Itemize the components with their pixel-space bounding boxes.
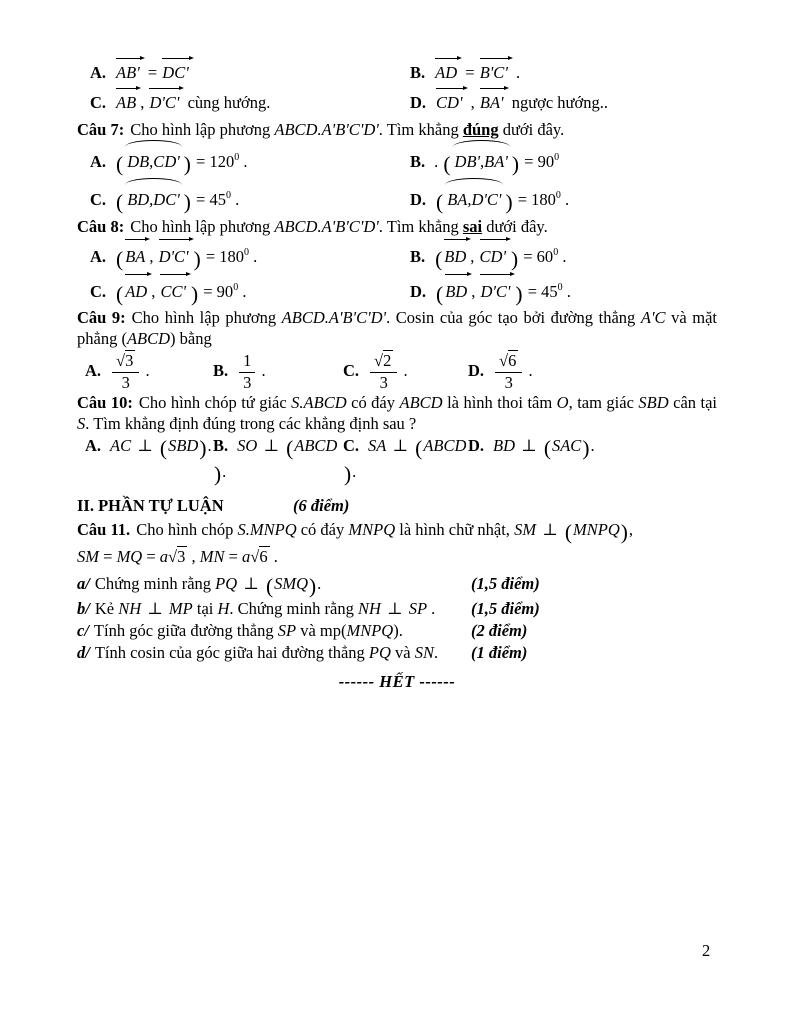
option-label: B.: [410, 247, 426, 266]
part-text: Tính góc giữa đường thẳng SP và mp(MNPQ).: [93, 620, 403, 640]
option-item: [77, 140, 397, 178]
part-b-row: [77, 598, 717, 620]
question-header: [77, 392, 717, 434]
question-text: Cho hình chóp tứ giác S.ABCD có đáy ABCD là hình thoi tâm O, tam giác SBD cân tại S. Tìm khẳng định đúng trong các khẳng định sau ?: [77, 393, 718, 434]
option-item: [343, 434, 468, 485]
option-formula: SA ⊥ (ABCD).: [344, 436, 467, 486]
option-label: C.: [90, 190, 107, 209]
exam-content: [77, 56, 717, 692]
option-item: [397, 86, 717, 116]
option-label: C.: [90, 282, 107, 301]
option-item: [468, 349, 717, 392]
question-text: Cho hình lập phương ABCD.A'B'C'D'. Tìm khẳng sai dưới đây.: [130, 217, 548, 236]
part-d-row: [77, 642, 717, 664]
question-number: Câu 11.: [77, 519, 131, 539]
question-text: Cho hình lập phương ABCD.A'B'C'D'. Tìm khẳng đúng dưới đây.: [130, 120, 565, 139]
option-item: [213, 434, 343, 485]
question-header: [77, 216, 717, 237]
option-label: A.: [85, 436, 102, 456]
part-text: Chứng minh rằng PQ ⊥ (SMQ).: [94, 574, 322, 599]
part-c-row: [77, 620, 717, 642]
option-item: [343, 349, 468, 392]
option-label: C.: [343, 436, 360, 456]
part-a-row: [77, 570, 717, 597]
part-points: (1 điểm): [471, 642, 528, 662]
option-formula: $\frac{√3}{3}$ .: [110, 361, 150, 380]
options-grid: [77, 140, 717, 216]
option-formula: AB , D'C' cùng hướng.: [115, 93, 270, 112]
question-7: [77, 119, 717, 216]
option-label: C.: [90, 93, 107, 112]
option-formula: ( BD , D'C' ) = $45^0$ .: [435, 282, 571, 301]
option-label: C.: [343, 361, 360, 380]
option-item: [397, 237, 717, 272]
option-item: [77, 272, 397, 307]
option-formula: ( BD,DC' ) = $45^0$ .: [115, 190, 239, 209]
question-11-intro: [77, 517, 717, 543]
question-text: Cho hình chóp S.MNPQ có đáy MNPQ là hình chữ nhật, SM ⊥ (MNPQ),: [136, 519, 633, 544]
option-item: [77, 434, 213, 485]
option-formula: CD' , BA' ngược hướng..: [435, 93, 608, 112]
question-number: Câu 9:: [77, 308, 126, 327]
part-text: Tính cosin của góc giữa hai đường thẳng PQ và SN.: [94, 642, 439, 662]
option-item: [77, 56, 397, 86]
option-item: [397, 178, 717, 216]
option-formula: BD ⊥ (SAC).: [493, 436, 595, 461]
part-points: (1,5 điểm): [471, 574, 540, 594]
option-label: D.: [410, 282, 427, 301]
option-item: [397, 272, 717, 307]
question-11-givens: SM = MQ = a√3 , MN = a√6 .: [77, 547, 278, 567]
option-formula: AB' = DC': [115, 63, 193, 82]
option-item: [77, 86, 397, 116]
option-formula: AD = B'C' .: [434, 63, 520, 82]
option-formula: $\frac{√6}{3}$ .: [493, 361, 533, 380]
option-item: [77, 237, 397, 272]
question-header: [77, 307, 717, 349]
option-formula: $\frac{1}{3}$ .: [237, 361, 266, 380]
option-formula: ( BA , D'C' ) = $180^0$ .: [115, 247, 257, 266]
section-points: (6 điểm): [293, 495, 350, 515]
option-item: [397, 140, 717, 178]
question-header: [77, 119, 717, 140]
options-grid: [77, 237, 717, 307]
part-text: Kẻ NH ⊥ MP tại H. Chứng minh rằng NH ⊥ SP .: [94, 598, 436, 618]
end-marker: ------ HẾT ------: [338, 671, 456, 691]
part-label: a/: [77, 574, 90, 594]
option-label: D.: [410, 93, 427, 112]
part-label: d/: [77, 642, 90, 662]
question-text: Cho hình lập phương ABCD.A'B'C'D'. Cosin của góc tạo bởi đường thẳng A'C và mặt phẳng (ABCD) bằng: [77, 308, 717, 348]
option-formula: ( BA,D'C' ) = $180^0$ .: [435, 190, 569, 209]
option-label: D.: [410, 190, 427, 209]
option-label: A.: [90, 152, 107, 171]
option-label: A.: [90, 63, 107, 82]
option-label: B.: [410, 63, 426, 82]
options-grid: [77, 349, 717, 392]
section-title: II. PHẦN TỰ LUẬN: [77, 495, 224, 515]
option-item: [397, 56, 717, 86]
part-points: (2 điểm): [471, 620, 528, 640]
part-label: b/: [77, 598, 90, 618]
page-number: 2: [702, 941, 711, 960]
option-item: [77, 349, 213, 392]
option-formula: . ( DB',BA' ) = $90^0$: [434, 152, 559, 171]
option-label: D.: [468, 436, 485, 456]
part-label: c/: [77, 620, 89, 640]
question-10: [77, 392, 717, 485]
question-number: Câu 10:: [77, 393, 133, 413]
option-label: B.: [213, 361, 229, 380]
option-item: [468, 434, 717, 485]
part-points: (1,5 điểm): [471, 598, 540, 618]
option-item: [213, 349, 343, 392]
question-8: [77, 216, 717, 307]
section-ii-heading: [77, 495, 717, 517]
question-number: Câu 8:: [77, 217, 125, 236]
option-formula: ( BD , CD' ) = $60^0$ .: [434, 247, 566, 266]
option-formula: $\frac{√2}{3}$ .: [368, 361, 408, 380]
option-label: B.: [213, 436, 229, 456]
question-number: Câu 7:: [77, 120, 125, 139]
option-label: B.: [410, 152, 426, 171]
option-label: D.: [468, 361, 485, 380]
options-grid: [77, 434, 717, 485]
option-formula: ( DB,CD' ) = $120^0$ .: [115, 152, 247, 171]
option-label: A.: [90, 247, 107, 266]
question-9: [77, 307, 717, 392]
option-item: [77, 178, 397, 216]
option-formula: ( AD , CC' ) = $90^0$ .: [115, 282, 246, 301]
option-label: A.: [85, 361, 102, 380]
option-formula: AC ⊥ (SBD).: [110, 436, 212, 461]
carryover-options: [77, 56, 717, 116]
option-formula: SO ⊥ (ABCD).: [214, 436, 338, 486]
